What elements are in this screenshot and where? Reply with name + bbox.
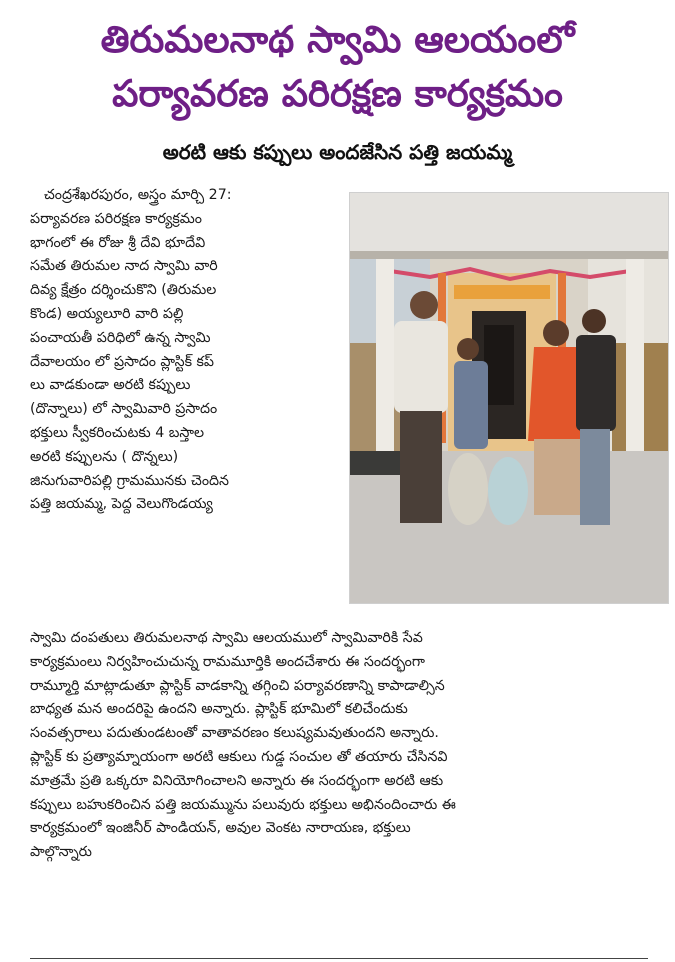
body-line: పత్తి జయమ్మ, పెద్ద వెలుగొండయ్య	[30, 496, 213, 513]
body-line: పంచాయతీ పరిధిలో ఉన్న స్వామి	[30, 329, 211, 346]
article-full-width-text	[30, 627, 648, 865]
body-line: కొండ) అయ్యలూరి వారి పల్లి	[30, 305, 184, 322]
body-line: స్వామి దంపతులు తిరుమలనాథ స్వామి ఆలయములో స్వామివారికి సేవ	[30, 630, 423, 646]
body-line: దేవాలయం లో ప్రసాదం ప్లాస్టిక్ కప్	[30, 353, 214, 370]
body-line: చంద్రశేఖరపురం, అస్త్రం మార్చి 27:	[44, 187, 232, 203]
body-line: కప్పులు బహుకరించిన పత్తి జయమ్మును పలువురు భక్తులు అభినందించారు ఈ	[30, 796, 456, 813]
bottom-divider	[30, 958, 648, 959]
body-line: బాధ్యత మన అందరిపై ఉందని అన్నారు. ప్లాస్టిక్ భూమిలో కలిచేందుకు	[30, 701, 408, 718]
body-line: లు వాడకుండా అరటి కప్పులు	[30, 377, 191, 394]
headline-line-1: తిరుమలనాథ స్వామి ఆలయంలో	[100, 18, 575, 61]
body-line: కార్యక్రమంలో ఇంజినీర్ పాండియన్, అవుల వెంకట నారాయణ, భక్తులు	[30, 820, 411, 837]
body-line: (దొన్నాలు) లో స్వామివారి ప్రసాదం	[30, 401, 218, 418]
body-line: ప్లాస్టిక్ కు ప్రత్యామ్నాయంగా అరటి ఆకులు గుడ్డ సంచుల తో తయారు చేసినవి	[30, 748, 448, 765]
body-line: జినుగువారిపల్లి గ్రామమునకు చెందిన	[30, 472, 229, 489]
body-line: అరటి కప్పులను ( దొన్నలు)	[30, 448, 179, 465]
headline-line-2: పర్యావరణ పరిరక్షణ కార్యక్రమం	[112, 72, 563, 115]
body-line: సంవత్సరాలు పదుతుండటంతో వాతావరణం కలుష్యమవుతుందని అన్నారు.	[30, 725, 439, 742]
subheadline: అరటి ఆకు కప్పులు అందజేసిన పత్తి జయమ్మ	[162, 140, 513, 164]
body-line: రామ్మూర్తి మాట్లాడుతూ ప్లాస్టిక్ వాడకాన్ని తగ్గించి పర్యావరణాన్ని కాపాడాల్సిన	[30, 677, 445, 694]
temple-photo	[349, 192, 669, 604]
body-line: భాగంలో ఈ రోజు శ్రీ దేవి భూదేవి	[30, 234, 206, 251]
body-line: పాల్గొన్నారు	[30, 844, 92, 861]
body-line: భక్తులు స్వీకరించుటకు 4 బస్తాల	[30, 424, 205, 441]
body-line: సమేత తిరుమల నాద స్వామి వారి	[30, 258, 218, 275]
body-line: మాత్రమే ప్రతి ఒక్కరూ వినియోగించాలని అన్నారు ఈ సందర్భంగా అరటి ఆకు	[30, 772, 444, 789]
body-line: కార్యక్రమంలు నిర్వహించుచున్న రామమూర్తికి అందచేశారు ఈ సందర్భంగా	[30, 653, 425, 670]
article-column-text	[30, 184, 336, 517]
body-line: పర్యావరణ పరిరక్షణ కార్యక్రమం	[30, 210, 202, 227]
body-line: దివ్య క్షేత్రం దర్శించుకొని (తిరుమల	[30, 282, 217, 299]
